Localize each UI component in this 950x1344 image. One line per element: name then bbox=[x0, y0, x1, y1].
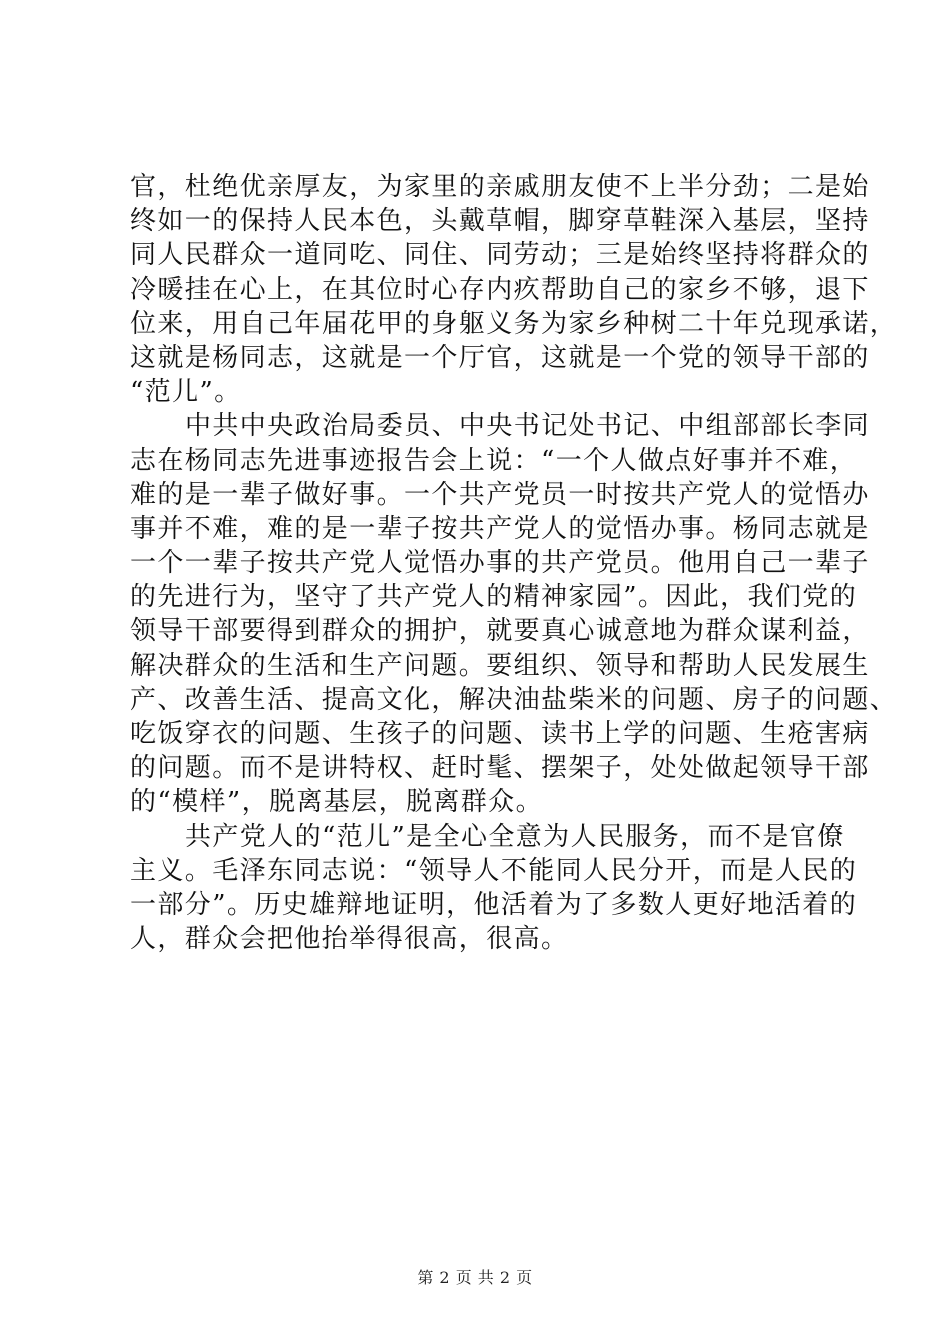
text-line: 的“模样”，脱离基层，脱离群众。 bbox=[130, 787, 543, 818]
text-line: 吃饭穿衣的问题、生孩子的问题、读书上学的问题、生疮害病 bbox=[130, 719, 870, 749]
text-line: 解决群众的生活和生产问题。要组织、领导和帮助人民发展生 bbox=[130, 650, 870, 681]
page-number-footer: 第 2 页 共 2 页 bbox=[417, 1268, 533, 1287]
document-body bbox=[130, 170, 898, 956]
paragraph-2 bbox=[130, 409, 898, 819]
text-line: 同人民群众一道同吃、同住、同劳动；三是始终坚持将群众的 bbox=[130, 240, 870, 271]
text-line: 事并不难，难的是一辈子按共产党人的觉悟办事。杨同志就是 bbox=[130, 513, 870, 544]
text-line: 这就是杨同志，这就是一个厅官，这就是一个党的领导干部的 bbox=[130, 342, 870, 373]
line-text: 中共中央政治局委员、中央书记处书记、中组部部长李同 bbox=[185, 411, 871, 442]
text-line: 主义。毛泽东同志说：“领导人不能同人民分开，而是人民的 bbox=[130, 855, 858, 886]
text-line-indented bbox=[130, 820, 845, 854]
text-line: 的问题。而不是讲特权、赶时髦、摆架子，处处做起领导干部 bbox=[130, 753, 870, 784]
paragraph-1 bbox=[130, 170, 898, 409]
text-line: 冷暖挂在心上，在其位时心存内疚帮助自己的家乡不够，退下 bbox=[130, 274, 870, 305]
text-line: 一个一辈子按共产党人觉悟办事的共产党员。他用自己一辈子 bbox=[130, 548, 870, 579]
text-line: 人，群众会把他抬举得很高，很高。 bbox=[130, 924, 569, 955]
paragraph-3 bbox=[130, 820, 858, 957]
text-line: 产、改善生活、提高文化，解决油盐柴米的问题、房子的问题、 bbox=[130, 684, 898, 715]
text-line: 志在杨同志先进事迹报告会上说：“一个人做点好事并不难， bbox=[130, 445, 858, 476]
text-line: 终如一的保持人民本色，头戴草帽，脚穿草鞋深入基层，坚持 bbox=[130, 206, 870, 237]
text-line: 位来，用自己年届花甲的身躯义务为家乡种树二十年兑现承诺， bbox=[130, 308, 898, 339]
line-text: 共产党人的“范儿”是全心全意为人民服务，而不是官僚 bbox=[185, 821, 845, 852]
text-line: 难的是一辈子做好事。一个共产党员一时按共产党人的觉悟办 bbox=[130, 479, 870, 510]
text-line-indented bbox=[130, 409, 871, 443]
text-line: 领导干部要得到群众的拥护，就要真心诚意地为群众谋利益， bbox=[130, 616, 870, 647]
text-line: “范儿”。 bbox=[130, 377, 242, 408]
text-line: 一部分”。历史雄辩地证明，他活着为了多数人更好地活着的 bbox=[130, 889, 858, 920]
text-line: 官，杜绝优亲厚友，为家里的亲戚朋友使不上半分劲；二是始 bbox=[130, 172, 870, 202]
text-line: 的先进行为，坚守了共产党人的精神家园”。因此，我们党的 bbox=[130, 582, 858, 613]
